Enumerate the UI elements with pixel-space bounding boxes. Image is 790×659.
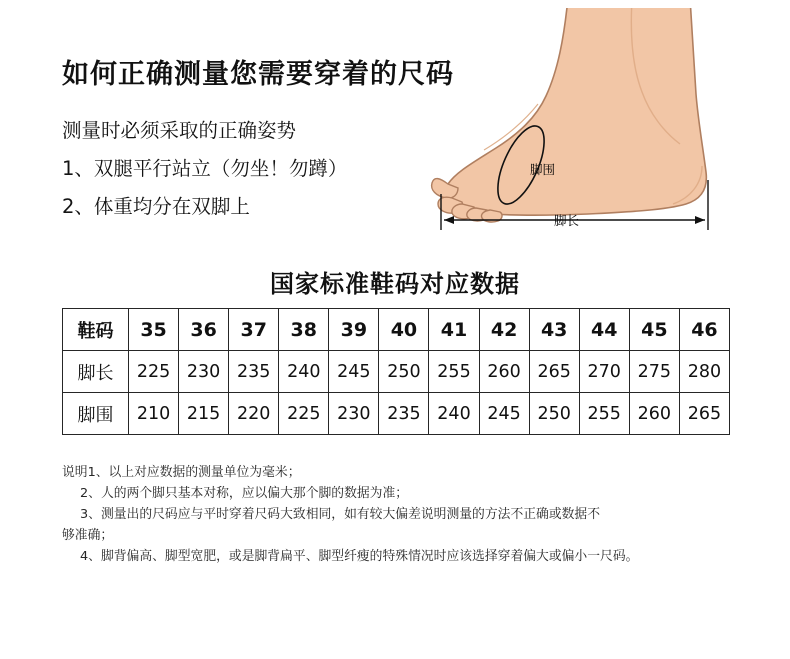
instruction-line-1: 测量时必须采取的正确姿势 <box>62 119 297 142</box>
length-label: 脚长 <box>554 213 580 228</box>
table-cell: 270 <box>579 351 629 393</box>
shoe-size-table <box>62 308 730 435</box>
table-cell: 215 <box>179 393 229 435</box>
table-cell: 220 <box>229 393 279 435</box>
table-cell: 245 <box>329 351 379 393</box>
row-header: 脚长 <box>63 351 129 393</box>
table-cell: 260 <box>629 393 679 435</box>
table-cell: 260 <box>479 351 529 393</box>
table-cell: 225 <box>279 393 329 435</box>
table-cell: 36 <box>179 309 229 351</box>
page-title: 如何正确测量您需要穿着的尺码 <box>62 59 454 90</box>
table-cell: 38 <box>279 309 329 351</box>
note-line-3: 3、测量出的尺码应与平时穿着尺码大致相同，如有较大偏差说明测量的方法不正确或数据不 <box>80 507 601 522</box>
table-cell: 44 <box>579 309 629 351</box>
table-cell: 275 <box>629 351 679 393</box>
table-cell: 210 <box>129 393 179 435</box>
table-cell: 225 <box>129 351 179 393</box>
instruction-line-2: 1、双腿平行站立（勿坐！勿蹲） <box>62 157 348 180</box>
table-cell: 39 <box>329 309 379 351</box>
table-cell: 240 <box>279 351 329 393</box>
girth-label: 脚围 <box>530 162 556 177</box>
table-cell: 255 <box>429 351 479 393</box>
row-header: 脚围 <box>63 393 129 435</box>
table-cell: 43 <box>529 309 579 351</box>
table-cell: 265 <box>529 351 579 393</box>
table-row <box>63 351 730 393</box>
table-title: 国家标准鞋码对应数据 <box>270 270 520 298</box>
notes-block <box>62 462 742 567</box>
table-cell: 245 <box>479 393 529 435</box>
table-cell: 37 <box>229 309 279 351</box>
table-cell: 250 <box>379 351 429 393</box>
table-row <box>63 393 730 435</box>
table-cell: 35 <box>129 309 179 351</box>
foot-measurement-figure <box>418 8 738 248</box>
instructions-block <box>62 112 462 226</box>
table-cell: 41 <box>429 309 479 351</box>
foot-shape <box>432 8 707 222</box>
table-cell: 40 <box>379 309 429 351</box>
table-cell: 250 <box>529 393 579 435</box>
row-header: 鞋码 <box>63 309 129 351</box>
table-cell: 280 <box>679 351 729 393</box>
note-line-5: 4、脚背偏高、脚型宽肥，或是脚背扁平、脚型纤瘦的特殊情况时应该选择穿着偏大或偏小一尺码。 <box>80 549 639 564</box>
size-table-wrapper <box>62 308 730 435</box>
table-row <box>63 309 730 351</box>
note-line-2: 2、人的两个脚只基本对称，应以偏大那个脚的数据为准； <box>80 486 409 501</box>
table-cell: 240 <box>429 393 479 435</box>
table-cell: 45 <box>629 309 679 351</box>
table-cell: 235 <box>379 393 429 435</box>
table-cell: 230 <box>179 351 229 393</box>
note-line-4: 够准确； <box>62 528 114 543</box>
table-cell: 46 <box>679 309 729 351</box>
table-cell: 230 <box>329 393 379 435</box>
table-cell: 42 <box>479 309 529 351</box>
table-cell: 255 <box>579 393 629 435</box>
instruction-line-3: 2、体重均分在双脚上 <box>62 195 250 218</box>
table-cell: 265 <box>679 393 729 435</box>
table-cell: 235 <box>229 351 279 393</box>
note-line-1: 说明1、以上对应数据的测量单位为毫米； <box>62 465 301 480</box>
